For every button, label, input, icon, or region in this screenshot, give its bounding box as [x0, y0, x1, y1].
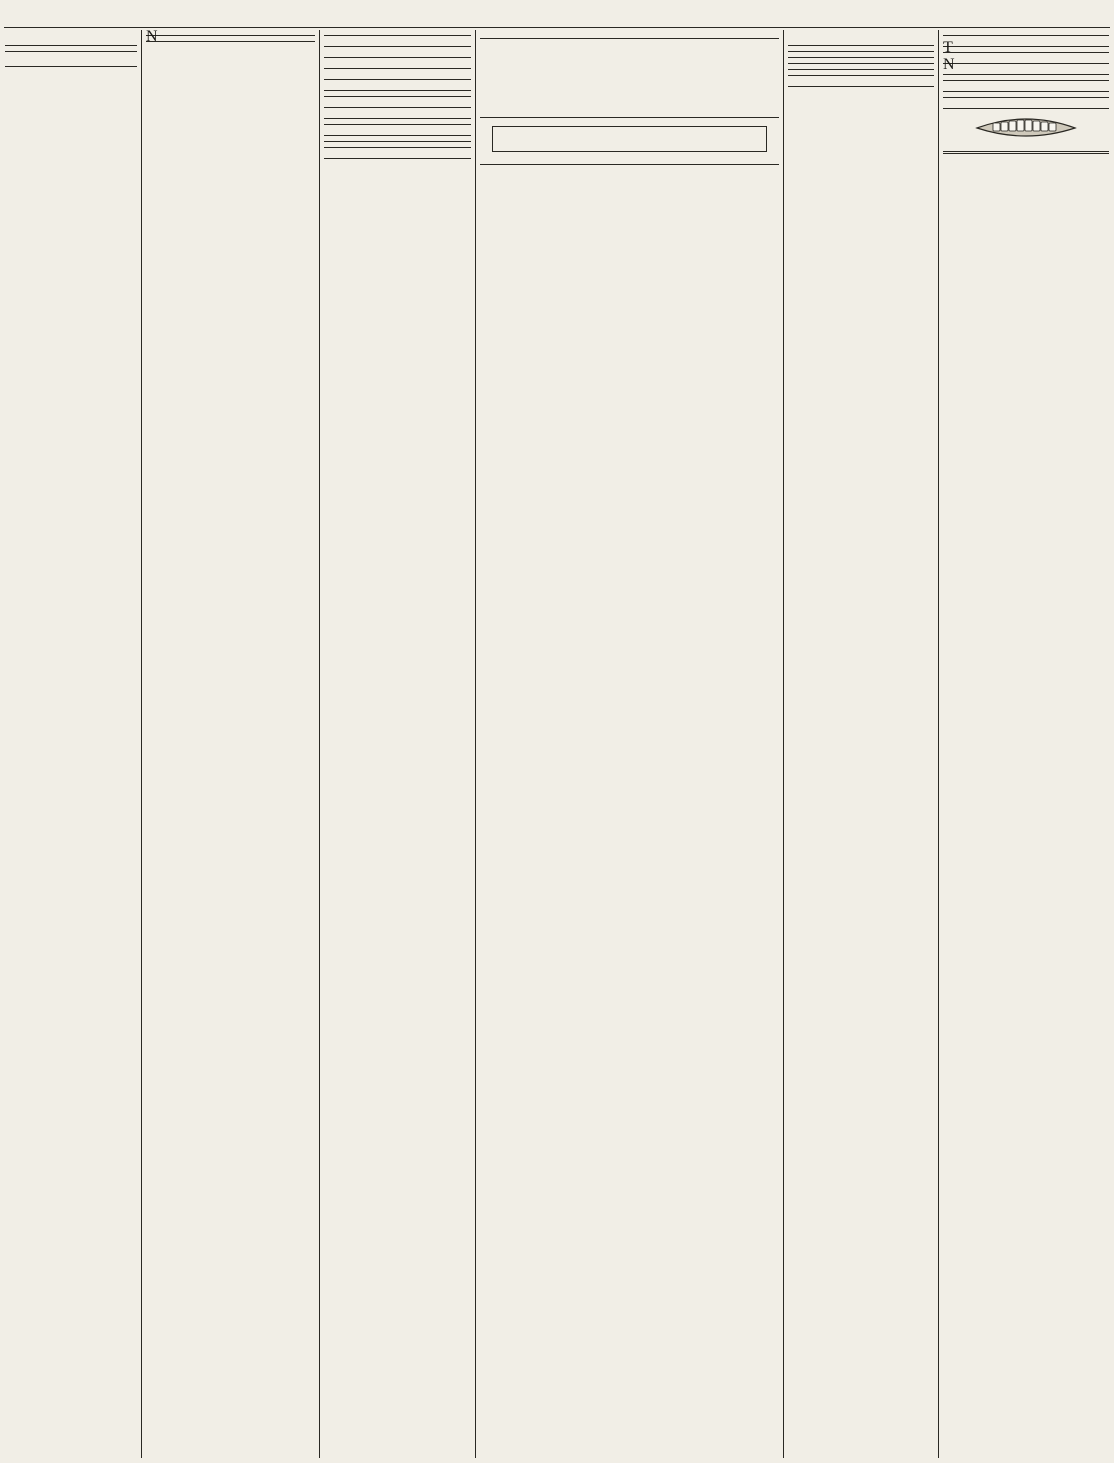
column-rule: [141, 30, 142, 1458]
column-rule: [783, 30, 784, 1458]
everett-advertisement: [480, 30, 779, 1458]
masthead: [0, 0, 1114, 26]
column-rule: [475, 30, 476, 1458]
column-rule: [319, 30, 320, 1458]
column-edwards: [5, 30, 137, 1458]
dentures-illustration-icon: [971, 114, 1081, 142]
mourning-box: [492, 126, 767, 152]
column-hodder: N: [146, 30, 315, 1458]
column-wakatu: [324, 30, 471, 1458]
column-stone: T N: [943, 30, 1109, 1458]
column-rule: [938, 30, 939, 1458]
column-franzen: [788, 30, 934, 1458]
masthead-rule: [4, 27, 1110, 28]
